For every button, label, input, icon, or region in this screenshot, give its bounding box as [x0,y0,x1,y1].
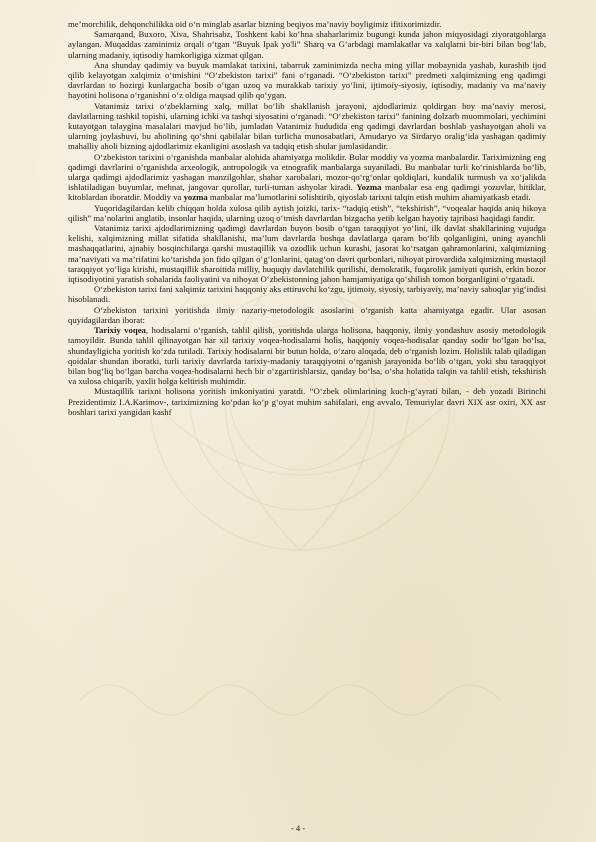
bold-term: yozma [183,192,208,203]
text-run: O‘zbekiston tarixini o‘rganishda manbalar alohida ahamiyatga molikdir. Bular moddiy va yozma manbalardir. Tariximizning eng qadimgi davrlarini o‘rganishda arxeologik, antropologik va etnografik manbalarga suyaniladi. Bu manbalar turli ko‘rinishlarda bo‘lib, ularga qadimgi ajdodlarimiz yashagan manzilgohlar, shahar xarobalari, mozor-qo‘rg‘onlar qoldiqlari, kundalik turmush va xo‘jalikda ishlatiladigan buyumlar, mehnat, jangovar qurollar, turli-tuman ashyolar kiradi. [68,151,546,193]
text-run: Vatanimiz tarixi o‘zbeklarning xalq, millat bo‘lib shakllanish jarayoni, ajdodlarimiz qoldirgan boy ma’naviy merosi, davlatlarning tashkil topishi, ularning ichki va tashqi siyosatini o‘rganadi. “O‘zbekiston tarixi” fanining dolzarb muommolari, yechimini kutayotgan talaygina masalalari mavjud bo‘lib, jumladan Vatanimiz hududida eng qadimgi davrlardan boshlab yashayotgan aholi va ularning joylashuvi, bu aholining qo‘shni qabilalar bilan turlicha munosabatlari, Amudaryo va Sirdaryo oralig‘ida yashagan qadimiy mahalliy aholi bizning ajdodlarimiz ekanligini asoslash va tadqiq etish shular jumlasidandir. [68,100,546,152]
paragraph [68,60,546,101]
text-run: Samarqand, Buxoro, Xiva, Shahrisabz, Toshkent kabi ko‘hna shaharlarimiz bugungi kunda jahon miqyosidagi ziyoratgohlarga aylangan. Muqaddas zaminimiz orqali o‘tgan “Buyuk Ipak yo'li” Sharq va G‘arbdagi mamlakatlar va xalqlarni bir-biri bilan bog‘lab, ularning madaniy, iqtisodiy hamkorligiga xizmat qilgan. [68,29,546,60]
text-run: Ana shunday qadimiy va buyuk mamlakat tarixini, tabarruk zaminimizda necha ming yillar mobaynida yashab, kurashib ijod qilib kelayotgan xalqimiz o‘tmishini “O‘zbekiston tarixi” fani o‘rganadi. “O‘zbekiston tarixi” predmeti xalqimizning eng qadimgi davrlardan to hozirgi kunlargacha bosib o‘tgan uzoq va murakkab tarixiy yo‘lini, ijtimoiy-siyosiy, iqtisodiy, madaniy va ma’naviy hayotini holisona o‘rganishni o‘z oldiga maqsad qilib qo‘ygan. [68,59,546,101]
body-text [68,19,546,417]
paragraph [68,305,546,325]
paragraph [68,223,546,284]
bold-term: Yozma [356,182,382,193]
paragraph [68,203,546,223]
page-number: - 4 - [290,823,306,833]
paragraph [68,386,546,417]
bold-term: Tarixiy voqea [94,325,146,336]
text-run: O‘zbekiston tarixini yoritishda ilmiy nazariy-metodologik asoslarini o‘rganish katta ahamiyatga egadir. Ular asosan quyidagilardan iborat: [68,304,546,325]
text-run: Vatanimiz tarixi ajdodlarimizning qadimgi davrlardan buyon bosib o‘tgan taraqqiyot yo‘lini, ilk davlat shakllarining vujudga kelishi, xalqimizning millat sifatida shakllanishi, ma’lum davrlarda boshqa davlatlarga qaram bo‘lib qolganligini, uning ayanchli mashaqqatlarini, ajnabiy bosqinchilarga qarshi mustaqillik va ozodlik uchun kurashi, jasorat ko‘rsatgan qahramonlarini, xalqimizning ma’naviyati va ma’rifatini ko‘tarishda jon fido qilgan o‘g‘lonlarini, qatag‘on davri qurbonlari, nihoyat pirovardida xalqimizning mustaqil taraqqiyot yo‘liga kirishi, mustaqillik sharoitida milliy, huquqiy davlatchilik qurilishi, demokratik, fuqarolik jamiyati qurish, erkin bozor iqtisodiyotini yaratish sohalarida faoliyatini va nihoyat O‘zbekistonning jahon hamjamiyatiga qo‘shilish tomon borganligini o‘rgatadi. [68,223,546,285]
text-run: Mustaqillik tarixni holisona yoritish imkoniyatini yaratdi. “O‘zbek olimlarining kuch-g‘ayrati bilan, - deb yozadi Birinchi Prezidentimiz I.A.Karimov-, tariximizning ko‘pdan ko‘p g‘oyat muhim sahifalari, eng avvalo, Temuriylar davri XIX asr oxiri, XX asr boshlari tarixi yangidan kashf [68,386,546,417]
paragraph [68,325,546,386]
paragraph [68,101,546,152]
text-run: me’morchilik, dehqonchilikka oid o‘n minglab asarlar bizning beqiyos ma’naviy boyligimiz ifitixorimizdir. [68,19,442,29]
paragraph [68,19,546,29]
text-run: Yuqoridagilardan kelib chiqqan holda xulosa qilib aytish joizki, tarix- “tadqiq etish”, “tekshirish”, “voqealar haqida aniq hikoya qilish” ma’nolarini anglatib, insonlar haqida, ularning uzoq o‘tmish davrlardan bizgacha yetib kelgan hayotiy tajribasi haqidagi fandir. [68,202,546,223]
text-run: manbalar esa eng qadimgi yozuvlar, bitiklar, kitoblardan iboratdir. Moddiy va [68,182,546,203]
text-run: O‘zbekiston tarixi fani xalqimiz tarixini haqqoniy aks ettiruvchi ko‘zgu, ijtimoiy, siyosiy, tarbiyaviy, ma’naviy saboqlar yig‘indisi hisoblanadi. [68,284,546,305]
text-run: , hodisalarni o‘rganish, tahlil qilish, yoritishda ularga holisona, haqqoniy, ilmiy yondashuv asosiy metodologik tamoyildir. Bunda tahlil qilinayotgan har xil tarixiy voqea-hodisalarni holis, haqqoniy voqea-hodisalar qanday sodir bo‘lgan bo‘lsa, shundayligicha yoritish ko‘zda tutiladi. Tarixiy hodisalarni bir butun holda, o‘zaro aloqada, deb o‘rganish lozim. Holislik talab qiladigan qoidalar shundan iboratki, turli tarixiy davrlarda tarixiy-madaniy taraqqiyotni o‘rganish jarayonida bo‘lib o‘tgan, yoki shu taraqqiyot bilan bog‘liq bo‘lgan barcha voqea-hodisalarni hech bir o‘zgartirishlarsiz, qanday bo‘lsa, o‘sha holatida talqin va tahlil etish, tekshirish va xulosa chiqarib, yaxlit holga keltirish muhimdir. [68,325,546,387]
paragraph [68,152,546,203]
paragraph [68,284,546,304]
text-run: manbalar ma’lumotlarini solishtirib, qiyoslab tarixni talqin etish muhim ahamiyatkasb etadi. [207,192,531,203]
paragraph [68,29,546,60]
